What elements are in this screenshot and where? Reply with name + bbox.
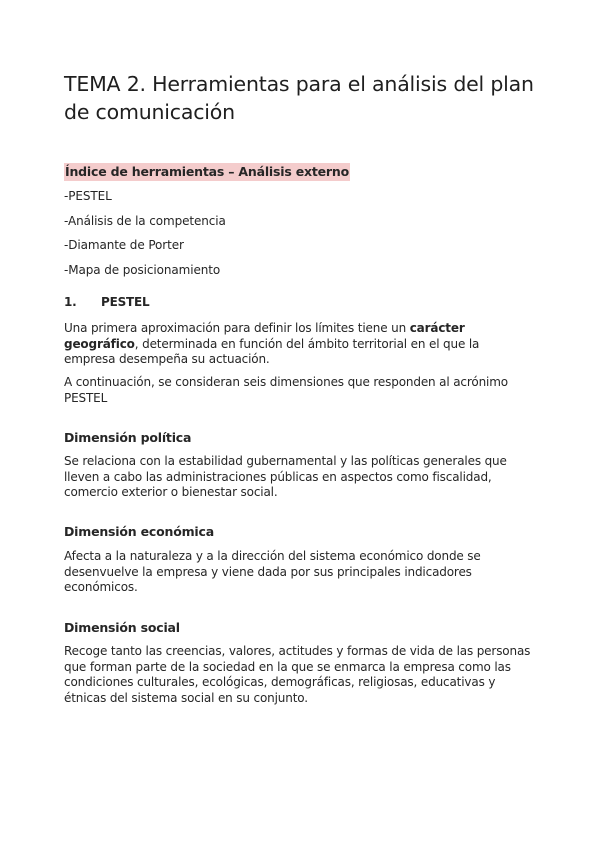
index-item-competencia: -Análisis de la competencia bbox=[64, 213, 226, 228]
dimensions-intro-paragraph: A continuación, se consideran seis dimensiones que responden al acrónimo PESTEL bbox=[64, 375, 508, 405]
dimension-social-text: Recoge tanto las creencias, valores, actitudes y formas de vida de las personas que forman parte de la sociedad en la que se enmarca la empresa como las condiciones culturales, ecológicas, demográficas, religiosas, educativas y étnicas del sistema social en su conjunto. bbox=[64, 644, 531, 705]
section-number: 1. bbox=[64, 295, 77, 309]
index-heading: Índice de herramientas – Análisis externo bbox=[65, 164, 349, 179]
intro-bold-text: carácter geográfico bbox=[64, 321, 465, 351]
dimension-politica-text: Se relaciona con la estabilidad gubernamental y las políticas generales que lleven a cabo las administraciones públicas en aspectos como fiscalidad, comercio exterior o bienestar social. bbox=[64, 454, 507, 499]
dimension-economica-heading: Dimensión económica bbox=[64, 524, 214, 539]
index-item-mapa-posicionamiento: -Mapa de posicionamiento bbox=[64, 262, 221, 277]
dimension-politica-heading: Dimensión política bbox=[64, 430, 192, 445]
dimension-social-heading: Dimensión social bbox=[64, 620, 180, 635]
intro-text-start: Una primera aproximación para definir los límites tiene un bbox=[64, 321, 410, 335]
section-title: PESTEL bbox=[101, 295, 150, 309]
index-item-pestel: -PESTEL bbox=[64, 189, 112, 203]
index-list bbox=[64, 187, 226, 285]
dimension-economica-text: Afecta a la naturaleza y a la dirección del sistema económico donde se desenvuelve la empresa y viene dada por sus principales indicadores económicos. bbox=[64, 549, 481, 594]
index-item-diamante-porter: -Diamante de Porter bbox=[64, 238, 184, 252]
section-heading-pestel bbox=[64, 293, 149, 311]
intro-text-end: , determinada en función del ámbito territorial en el que la empresa desempeña su actuación. bbox=[64, 336, 480, 366]
page-title: TEMA 2. Herramientas para el análisis del plan de comunicación bbox=[64, 72, 534, 124]
intro-paragraph bbox=[64, 321, 534, 368]
